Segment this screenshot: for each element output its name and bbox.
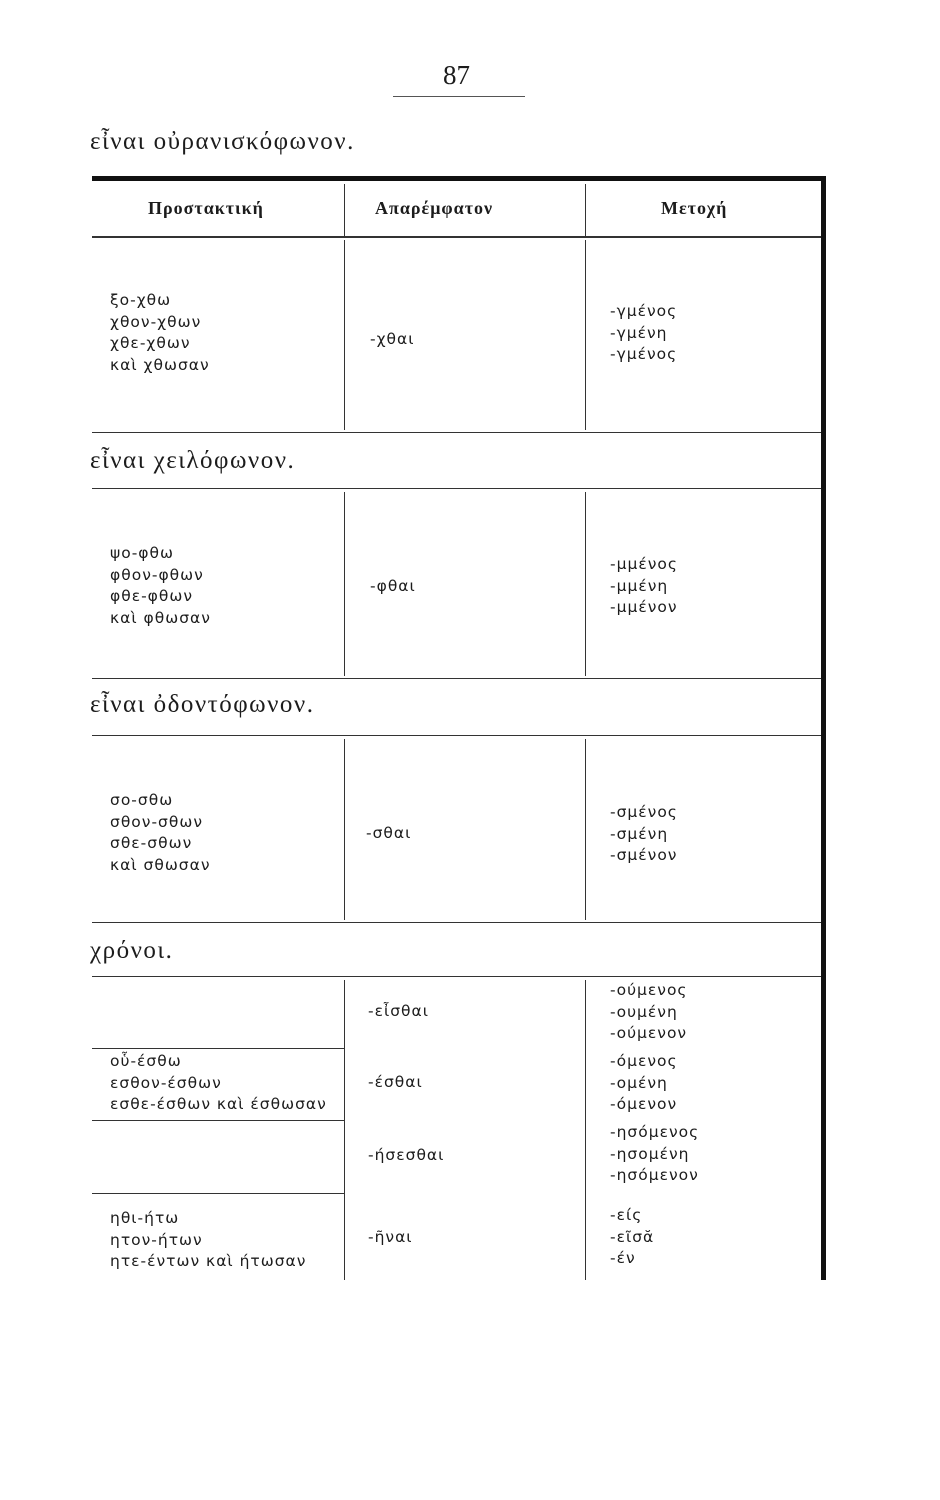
section-heading-dental: εἶναι ὀδοντόφωνον. [90, 691, 315, 718]
form: -γμένος [610, 345, 678, 363]
table-right-rule [821, 176, 826, 1280]
imperative-forms [110, 290, 210, 376]
col-divider [585, 492, 586, 676]
form: -εῖσᾰ [610, 1227, 655, 1246]
form: -γμένη [610, 323, 668, 342]
form: -ουμένη [610, 1002, 678, 1021]
form: -όμενος [610, 1052, 678, 1070]
participle-forms [610, 1122, 699, 1187]
col-divider [344, 240, 345, 430]
form: φθον-φθων [110, 565, 204, 584]
imperative-forms [110, 1051, 327, 1116]
header-infinitive: Απαρέμφατον [375, 198, 494, 218]
page-number-rule [393, 96, 525, 97]
section-rule [92, 488, 821, 489]
form: σο-σθω [110, 791, 174, 809]
participle-forms [610, 554, 678, 619]
col-divider [585, 739, 586, 920]
section-rule [92, 922, 821, 923]
participle-forms [610, 1051, 678, 1116]
form: -γμένος [610, 302, 678, 320]
form: -ησόμενον [610, 1166, 699, 1184]
infinitive-form: -σθαι [366, 824, 412, 842]
form: -ησομένη [610, 1144, 690, 1163]
col-divider [344, 184, 345, 236]
form: -μμένον [610, 598, 678, 616]
participle-forms [610, 1205, 654, 1270]
section-heading-labial: εἶναι χειλόφωνον. [90, 447, 296, 474]
section-heading-tenses: χρόνοι. [90, 937, 174, 964]
form: καὶ χθωσαν [110, 355, 210, 374]
form: φθε-φθων [110, 587, 194, 605]
col-divider [344, 739, 345, 920]
row-rule [92, 1193, 344, 1194]
section-rule [92, 976, 821, 977]
section-rule [92, 678, 821, 679]
form: σθον-σθων [110, 812, 203, 831]
col-divider [344, 980, 345, 1280]
col-divider [585, 980, 586, 1280]
form: χθον-χθων [110, 312, 202, 331]
section-rule [92, 432, 821, 433]
form: ητον-ήτων [110, 1230, 203, 1249]
form: -μμένη [610, 576, 669, 595]
infinitive-form: -ῆναι [368, 1228, 413, 1246]
form: -ησόμενος [610, 1123, 700, 1141]
form: καὶ φθωσαν [110, 608, 211, 627]
form: -σμένη [610, 824, 669, 843]
header-bottom-rule [92, 236, 821, 238]
form: χθε-χθων [110, 334, 191, 352]
row-rule [92, 1120, 344, 1121]
imperative-forms [110, 790, 211, 876]
form: ητε-έντων καὶ ήτωσαν [110, 1252, 307, 1270]
infinitive-form: -εἶσθαι [368, 1002, 429, 1020]
form: καὶ σθωσαν [110, 855, 211, 874]
header-imperative: Προστακτική [148, 198, 264, 218]
form: ψο-φθω [110, 544, 174, 562]
form: ηθι-ήτω [110, 1209, 180, 1227]
col-divider [585, 240, 586, 430]
participle-forms [610, 980, 688, 1045]
section-rule [92, 735, 821, 736]
form: -έν [610, 1249, 636, 1267]
col-divider [344, 492, 345, 676]
form: -ομένη [610, 1073, 668, 1092]
participle-forms [610, 802, 678, 867]
infinitive-form: -χθαι [370, 330, 415, 348]
row-rule [92, 1048, 344, 1049]
form: -ούμενον [610, 1024, 688, 1042]
infinitive-form: -έσθαι [368, 1073, 423, 1091]
infinitive-form: -ήσεσθαι [368, 1146, 445, 1164]
form: -μμένος [610, 555, 678, 573]
form: -σμένον [610, 846, 678, 864]
form: -ούμενος [610, 981, 688, 999]
form: -όμενον [610, 1095, 678, 1113]
form: -είς [610, 1206, 643, 1224]
header-participle: Μετοχή [661, 198, 728, 218]
form: σθε-σθων [110, 834, 193, 852]
table-top-rule [92, 176, 825, 181]
participle-forms [610, 301, 677, 366]
imperative-forms [110, 543, 211, 629]
form: ξο-χθω [110, 291, 172, 309]
page-number: 87 [443, 60, 470, 90]
imperative-forms [110, 1208, 306, 1273]
form: εσθον-έσθων [110, 1073, 222, 1092]
form: οὗ-έσθω [110, 1052, 182, 1070]
col-divider [585, 184, 586, 236]
section-heading-palatal: εἶναι οὐρανισκόφωνον. [90, 128, 355, 155]
infinitive-form: -φθαι [370, 577, 416, 595]
form: -σμένος [610, 803, 678, 821]
form: εσθε-έσθων καὶ έσθωσαν [110, 1095, 327, 1113]
